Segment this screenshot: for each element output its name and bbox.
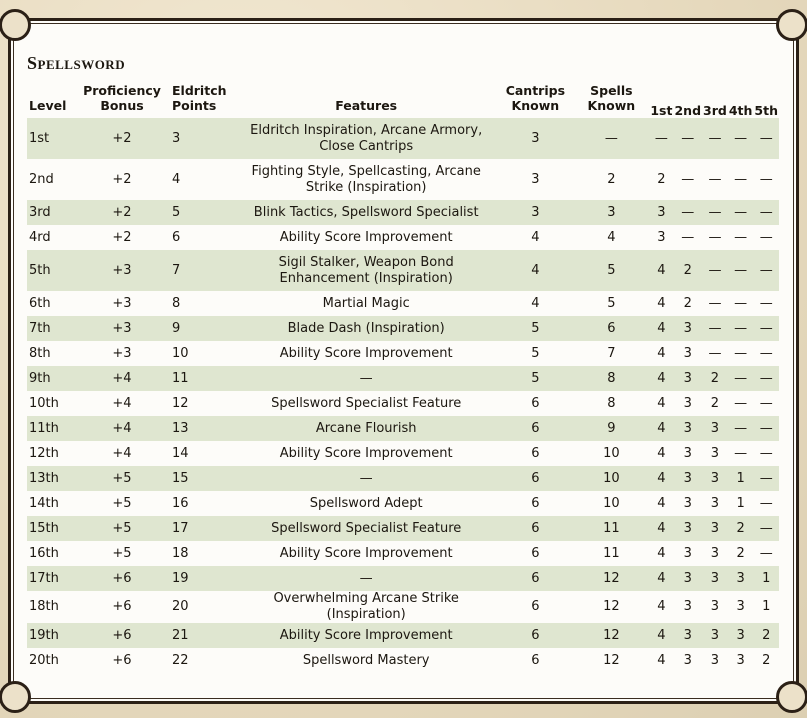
spell-slot-cell: 3 bbox=[683, 545, 692, 561]
features-cell: Sigil Stalker, Weapon Bond Enhancement (Inspiration) bbox=[235, 250, 497, 291]
spell-slot-cell: 3 bbox=[673, 366, 702, 391]
features-cell: — bbox=[235, 466, 497, 491]
spells-known-cell: 3 bbox=[573, 200, 649, 225]
spell-slot-cell: 3 bbox=[710, 545, 720, 561]
features-cell: Ability Score Improvement bbox=[235, 623, 497, 648]
header-slot-4th: 4th bbox=[728, 103, 753, 118]
features-cell: Spellsword Mastery bbox=[302, 652, 430, 668]
table-frame bbox=[8, 18, 799, 704]
proficiency-cell: +3 bbox=[112, 295, 132, 311]
table-row bbox=[27, 341, 779, 366]
spell-slot-cell: 3 bbox=[673, 516, 702, 541]
table-row bbox=[27, 591, 779, 623]
eldritch-points-cell: 5 bbox=[164, 200, 235, 225]
cantrips-cell: 6 bbox=[497, 466, 573, 491]
features-cell: Spellsword Specialist Feature bbox=[271, 395, 462, 411]
cantrips-cell: 6 bbox=[531, 395, 540, 411]
table-title: Spellsword bbox=[27, 53, 126, 73]
frame-corner-ornament bbox=[776, 681, 807, 713]
proficiency-cell: +6 bbox=[112, 652, 132, 668]
level-cell: 17th bbox=[27, 566, 80, 591]
spells-known-cell: — bbox=[573, 118, 649, 159]
spell-slot-cell: — bbox=[734, 229, 748, 245]
proficiency-cell: +2 bbox=[80, 200, 164, 225]
cantrips-cell: 6 bbox=[531, 495, 540, 511]
spell-slot-cell: 3 bbox=[683, 445, 692, 461]
table-row bbox=[27, 316, 779, 341]
spell-slot-cell: — bbox=[759, 495, 773, 511]
spell-slot-cell: 2 bbox=[673, 250, 702, 291]
level-cell: 11th bbox=[27, 416, 80, 441]
spell-slot-cell: — bbox=[708, 171, 722, 187]
header-slot-1st: 1st bbox=[650, 103, 673, 118]
cantrips-cell: 6 bbox=[497, 623, 573, 648]
header-features: Features bbox=[335, 98, 398, 113]
spell-slot-cell: 4 bbox=[657, 599, 666, 614]
spell-slot-cell: — bbox=[753, 366, 779, 391]
spell-slot-cell: 3 bbox=[710, 599, 720, 614]
header-level: Level bbox=[29, 98, 67, 113]
spell-slot-cell: 3 bbox=[702, 566, 728, 591]
spell-slot-cell: 3 bbox=[673, 466, 702, 491]
spell-slot-cell: 3 bbox=[673, 566, 702, 591]
eldritch-points-cell: 4 bbox=[172, 171, 181, 187]
spell-slot-cell: 1 bbox=[753, 566, 779, 591]
spell-slot-cell: 4 bbox=[657, 545, 666, 561]
features-cell: Martial Magic bbox=[322, 295, 410, 311]
proficiency-cell: +3 bbox=[80, 316, 164, 341]
spell-slot-cell: — bbox=[759, 171, 773, 187]
spell-slot-cell: 3 bbox=[710, 495, 720, 511]
spell-slot-cell: 3 bbox=[683, 395, 692, 411]
header-cantrips: Cantrips Known bbox=[505, 83, 566, 113]
level-cell: 10th bbox=[29, 395, 59, 411]
features-cell: Spellsword Adept bbox=[309, 495, 423, 511]
spell-slot-cell: — bbox=[734, 395, 748, 411]
spell-slot-cell: — bbox=[759, 345, 773, 361]
eldritch-points-cell: 20 bbox=[172, 599, 189, 614]
spell-slot-cell: — bbox=[728, 118, 754, 159]
level-cell: 16th bbox=[29, 545, 59, 561]
spell-slot-cell: — bbox=[728, 416, 754, 441]
spell-slot-cell: 3 bbox=[710, 445, 720, 461]
table-row bbox=[27, 623, 779, 648]
proficiency-cell: +5 bbox=[80, 466, 164, 491]
table-row bbox=[27, 541, 779, 566]
level-cell: 20th bbox=[29, 652, 59, 668]
spell-slot-cell: 3 bbox=[649, 200, 673, 225]
spell-slot-cell: — bbox=[708, 295, 722, 311]
features-cell: Blade Dash (Inspiration) bbox=[235, 316, 497, 341]
features-cell: Eldritch Inspiration, Arcane Armory, Close Cantrips bbox=[235, 118, 497, 159]
proficiency-cell: +3 bbox=[112, 345, 132, 361]
proficiency-cell: +5 bbox=[112, 545, 132, 561]
spell-slot-cell: 2 bbox=[728, 516, 754, 541]
spells-known-cell: 7 bbox=[607, 345, 616, 361]
table-row bbox=[27, 366, 779, 391]
spell-slot-cell: — bbox=[753, 250, 779, 291]
level-cell: 9th bbox=[27, 366, 80, 391]
level-cell: 6th bbox=[29, 295, 51, 311]
table-row bbox=[27, 566, 779, 591]
spell-slot-cell: 4 bbox=[649, 466, 673, 491]
table-row bbox=[27, 466, 779, 491]
spells-known-cell: 5 bbox=[607, 295, 616, 311]
spell-slot-cell: — bbox=[759, 395, 773, 411]
spell-slot-cell: — bbox=[734, 345, 748, 361]
eldritch-points-cell: 10 bbox=[172, 345, 189, 361]
spell-slot-cell: — bbox=[734, 171, 748, 187]
level-cell: 3rd bbox=[27, 200, 80, 225]
proficiency-cell: +5 bbox=[112, 495, 132, 511]
cantrips-cell: 5 bbox=[531, 345, 540, 361]
spells-known-cell: 5 bbox=[573, 250, 649, 291]
spells-known-cell: 11 bbox=[603, 545, 620, 561]
spells-known-cell: 12 bbox=[573, 623, 649, 648]
spell-slot-cell: 3 bbox=[673, 623, 702, 648]
cantrips-cell: 5 bbox=[497, 316, 573, 341]
spells-known-cell: 6 bbox=[573, 316, 649, 341]
spell-slot-cell: 2 bbox=[657, 171, 666, 187]
spell-slot-cell: — bbox=[708, 229, 722, 245]
spell-slot-cell: — bbox=[702, 200, 728, 225]
spell-slot-cell: — bbox=[708, 345, 722, 361]
proficiency-cell: +4 bbox=[80, 366, 164, 391]
spell-slot-cell: — bbox=[734, 295, 748, 311]
spell-slot-cell: — bbox=[759, 545, 773, 561]
features-cell: — bbox=[235, 566, 497, 591]
table-row bbox=[27, 516, 779, 541]
proficiency-cell: +6 bbox=[80, 566, 164, 591]
spells-known-cell: 4 bbox=[607, 229, 616, 245]
eldritch-points-cell: 15 bbox=[164, 466, 235, 491]
spells-known-cell: 10 bbox=[603, 495, 620, 511]
spell-slot-cell: — bbox=[702, 118, 728, 159]
table-row bbox=[27, 225, 779, 250]
spell-slot-cell: 4 bbox=[649, 416, 673, 441]
spell-slot-cell: 4 bbox=[657, 652, 666, 668]
spell-slot-cell: — bbox=[753, 200, 779, 225]
spell-slot-cell: 3 bbox=[683, 599, 692, 614]
spell-slot-cell: 3 bbox=[728, 623, 754, 648]
spell-slot-cell: 4 bbox=[649, 516, 673, 541]
spell-slot-cell: — bbox=[728, 200, 754, 225]
cantrips-cell: 4 bbox=[497, 250, 573, 291]
table-row bbox=[27, 648, 779, 673]
spell-slot-cell: 4 bbox=[649, 250, 673, 291]
features-cell: Overwhelming Arcane Strike (Inspiration) bbox=[273, 591, 459, 622]
spell-slot-cell: 2 bbox=[753, 623, 779, 648]
spell-slot-cell: — bbox=[728, 250, 754, 291]
eldritch-points-cell: 16 bbox=[172, 495, 189, 511]
eldritch-points-cell: 17 bbox=[164, 516, 235, 541]
proficiency-cell: +2 bbox=[80, 118, 164, 159]
spell-slot-cell: — bbox=[681, 171, 695, 187]
spells-known-cell: 2 bbox=[607, 171, 616, 187]
spellsword-table bbox=[27, 83, 779, 673]
proficiency-cell: +6 bbox=[80, 623, 164, 648]
proficiency-cell: +6 bbox=[112, 599, 132, 614]
cantrips-cell: 3 bbox=[497, 200, 573, 225]
cantrips-cell: 5 bbox=[497, 366, 573, 391]
features-cell: Ability Score Improvement bbox=[279, 445, 453, 461]
cantrips-cell: 3 bbox=[531, 171, 540, 187]
spell-slot-cell: 4 bbox=[657, 495, 666, 511]
proficiency-cell: +4 bbox=[112, 395, 132, 411]
spell-slot-cell: 3 bbox=[702, 416, 728, 441]
features-cell: Spellsword Specialist Feature bbox=[235, 516, 497, 541]
proficiency-cell: +3 bbox=[80, 250, 164, 291]
features-cell: Blink Tactics, Spellsword Specialist bbox=[235, 200, 497, 225]
header-slot-5th: 5th bbox=[754, 103, 778, 118]
spell-slot-cell: 4 bbox=[657, 445, 666, 461]
spells-known-cell: 8 bbox=[573, 366, 649, 391]
spells-known-cell: 11 bbox=[573, 516, 649, 541]
eldritch-points-cell: 11 bbox=[164, 366, 235, 391]
spell-slot-cell: 4 bbox=[657, 345, 666, 361]
level-cell: 7th bbox=[27, 316, 80, 341]
spell-slot-cell: 2 bbox=[736, 545, 745, 561]
spell-slot-cell: 4 bbox=[649, 566, 673, 591]
spell-slot-cell: — bbox=[753, 316, 779, 341]
features-cell: — bbox=[235, 366, 497, 391]
spell-slot-cell: — bbox=[681, 229, 695, 245]
spell-slot-cell: 2 bbox=[762, 652, 771, 668]
spell-slot-cell: 1 bbox=[762, 599, 771, 614]
spell-slot-cell: — bbox=[759, 295, 773, 311]
spell-slot-cell: 3 bbox=[657, 229, 666, 245]
level-cell: 5th bbox=[27, 250, 80, 291]
spell-slot-cell: 3 bbox=[673, 316, 702, 341]
spell-slot-cell: 1 bbox=[736, 495, 745, 511]
cantrips-cell: 6 bbox=[531, 599, 540, 614]
proficiency-cell: +2 bbox=[112, 229, 132, 245]
spells-known-cell: 9 bbox=[573, 416, 649, 441]
eldritch-points-cell: 3 bbox=[164, 118, 235, 159]
spell-slot-cell: 3 bbox=[673, 416, 702, 441]
eldritch-points-cell: 12 bbox=[172, 395, 189, 411]
eldritch-points-cell: 13 bbox=[164, 416, 235, 441]
table-row bbox=[27, 416, 779, 441]
features-cell: Ability Score Improvement bbox=[279, 545, 453, 561]
spell-slot-cell: 3 bbox=[683, 345, 692, 361]
spell-slot-cell: 2 bbox=[702, 366, 728, 391]
spell-slot-cell: — bbox=[673, 200, 702, 225]
spell-slot-cell: 3 bbox=[702, 516, 728, 541]
cantrips-cell: 4 bbox=[531, 295, 540, 311]
cantrips-cell: 4 bbox=[531, 229, 540, 245]
table-row bbox=[27, 200, 779, 225]
spells-known-cell: 8 bbox=[607, 395, 616, 411]
proficiency-cell: +2 bbox=[112, 171, 132, 187]
eldritch-points-cell: 18 bbox=[172, 545, 189, 561]
spell-slot-cell: 1 bbox=[728, 466, 754, 491]
header-slot-3rd: 3rd bbox=[703, 103, 727, 118]
eldritch-points-cell: 14 bbox=[172, 445, 189, 461]
proficiency-cell: +4 bbox=[112, 445, 132, 461]
cantrips-cell: 6 bbox=[497, 416, 573, 441]
header-proficiency: Proficiency Bonus bbox=[83, 83, 161, 113]
level-cell: 1st bbox=[27, 118, 80, 159]
table-row bbox=[27, 291, 779, 316]
spell-slot-cell: 4 bbox=[657, 295, 666, 311]
header-slot-2nd: 2nd bbox=[674, 103, 702, 118]
spell-slot-cell: 3 bbox=[702, 466, 728, 491]
level-cell: 18th bbox=[29, 599, 59, 614]
spell-slot-cell: — bbox=[753, 516, 779, 541]
spell-slot-cell: — bbox=[753, 416, 779, 441]
header-row bbox=[27, 83, 779, 118]
spell-slot-cell: 3 bbox=[728, 566, 754, 591]
level-cell: 12th bbox=[29, 445, 59, 461]
features-cell: Ability Score Improvement bbox=[279, 345, 453, 361]
level-cell: 4rd bbox=[29, 229, 51, 245]
level-cell: 2nd bbox=[29, 171, 54, 187]
frame-corner-ornament bbox=[776, 9, 807, 41]
table-row bbox=[27, 441, 779, 466]
spell-slot-cell: — bbox=[759, 229, 773, 245]
eldritch-points-cell: 8 bbox=[172, 295, 181, 311]
spell-slot-cell: — bbox=[728, 366, 754, 391]
spell-slot-cell: 2 bbox=[710, 395, 720, 411]
features-cell: Ability Score Improvement bbox=[279, 229, 453, 245]
eldritch-points-cell: 6 bbox=[172, 229, 181, 245]
spell-slot-cell: — bbox=[673, 118, 702, 159]
table-row bbox=[27, 250, 779, 291]
header-eldritch-points: Eldritch Points bbox=[172, 83, 227, 113]
spells-known-cell: 12 bbox=[603, 652, 620, 668]
eldritch-points-cell: 19 bbox=[164, 566, 235, 591]
cantrips-cell: 3 bbox=[497, 118, 573, 159]
spell-slot-cell: 4 bbox=[657, 395, 666, 411]
cantrips-cell: 6 bbox=[531, 445, 540, 461]
cantrips-cell: 6 bbox=[531, 652, 540, 668]
table-row bbox=[27, 159, 779, 200]
spell-slot-cell: 2 bbox=[683, 295, 692, 311]
spell-slot-cell: — bbox=[753, 118, 779, 159]
spell-slot-cell: — bbox=[702, 250, 728, 291]
eldritch-points-cell: 22 bbox=[172, 652, 189, 668]
level-cell: 14th bbox=[29, 495, 59, 511]
eldritch-points-cell: 7 bbox=[164, 250, 235, 291]
features-cell: Fighting Style, Spellcasting, Arcane Strike (Inspiration) bbox=[251, 163, 481, 195]
spell-slot-cell: — bbox=[734, 445, 748, 461]
spell-slot-cell: — bbox=[759, 445, 773, 461]
cantrips-cell: 6 bbox=[531, 545, 540, 561]
table-row bbox=[27, 391, 779, 416]
spell-slot-cell: 3 bbox=[683, 495, 692, 511]
eldritch-points-cell: 9 bbox=[164, 316, 235, 341]
spell-slot-cell: 4 bbox=[649, 366, 673, 391]
features-cell: Arcane Flourish bbox=[235, 416, 497, 441]
table-row bbox=[27, 118, 779, 159]
spell-slot-cell: 4 bbox=[649, 316, 673, 341]
frame-corner-ornament bbox=[0, 9, 31, 41]
spells-known-cell: 12 bbox=[573, 566, 649, 591]
cantrips-cell: 6 bbox=[497, 566, 573, 591]
spell-slot-cell: 3 bbox=[736, 599, 745, 614]
spell-slot-cell: — bbox=[649, 118, 673, 159]
spells-known-cell: 10 bbox=[573, 466, 649, 491]
level-cell: 8th bbox=[29, 345, 51, 361]
spell-slot-cell: 3 bbox=[710, 652, 720, 668]
cantrips-cell: 6 bbox=[497, 516, 573, 541]
proficiency-cell: +5 bbox=[80, 516, 164, 541]
spell-slot-cell: 3 bbox=[736, 652, 745, 668]
spell-slot-cell: 4 bbox=[649, 623, 673, 648]
spell-slot-cell: — bbox=[753, 466, 779, 491]
level-cell: 15th bbox=[27, 516, 80, 541]
spells-known-cell: 10 bbox=[603, 445, 620, 461]
frame-corner-ornament bbox=[0, 681, 31, 713]
level-cell: 13th bbox=[27, 466, 80, 491]
spell-slot-cell: 3 bbox=[683, 652, 692, 668]
spell-slot-cell: 3 bbox=[702, 623, 728, 648]
table-row bbox=[27, 491, 779, 516]
level-cell: 19th bbox=[27, 623, 80, 648]
spells-known-cell: 12 bbox=[603, 599, 620, 614]
proficiency-cell: +4 bbox=[80, 416, 164, 441]
header-spells: Spells Known bbox=[587, 83, 636, 113]
spell-slot-cell: — bbox=[728, 316, 754, 341]
spell-slot-cell: — bbox=[702, 316, 728, 341]
eldritch-points-cell: 21 bbox=[164, 623, 235, 648]
